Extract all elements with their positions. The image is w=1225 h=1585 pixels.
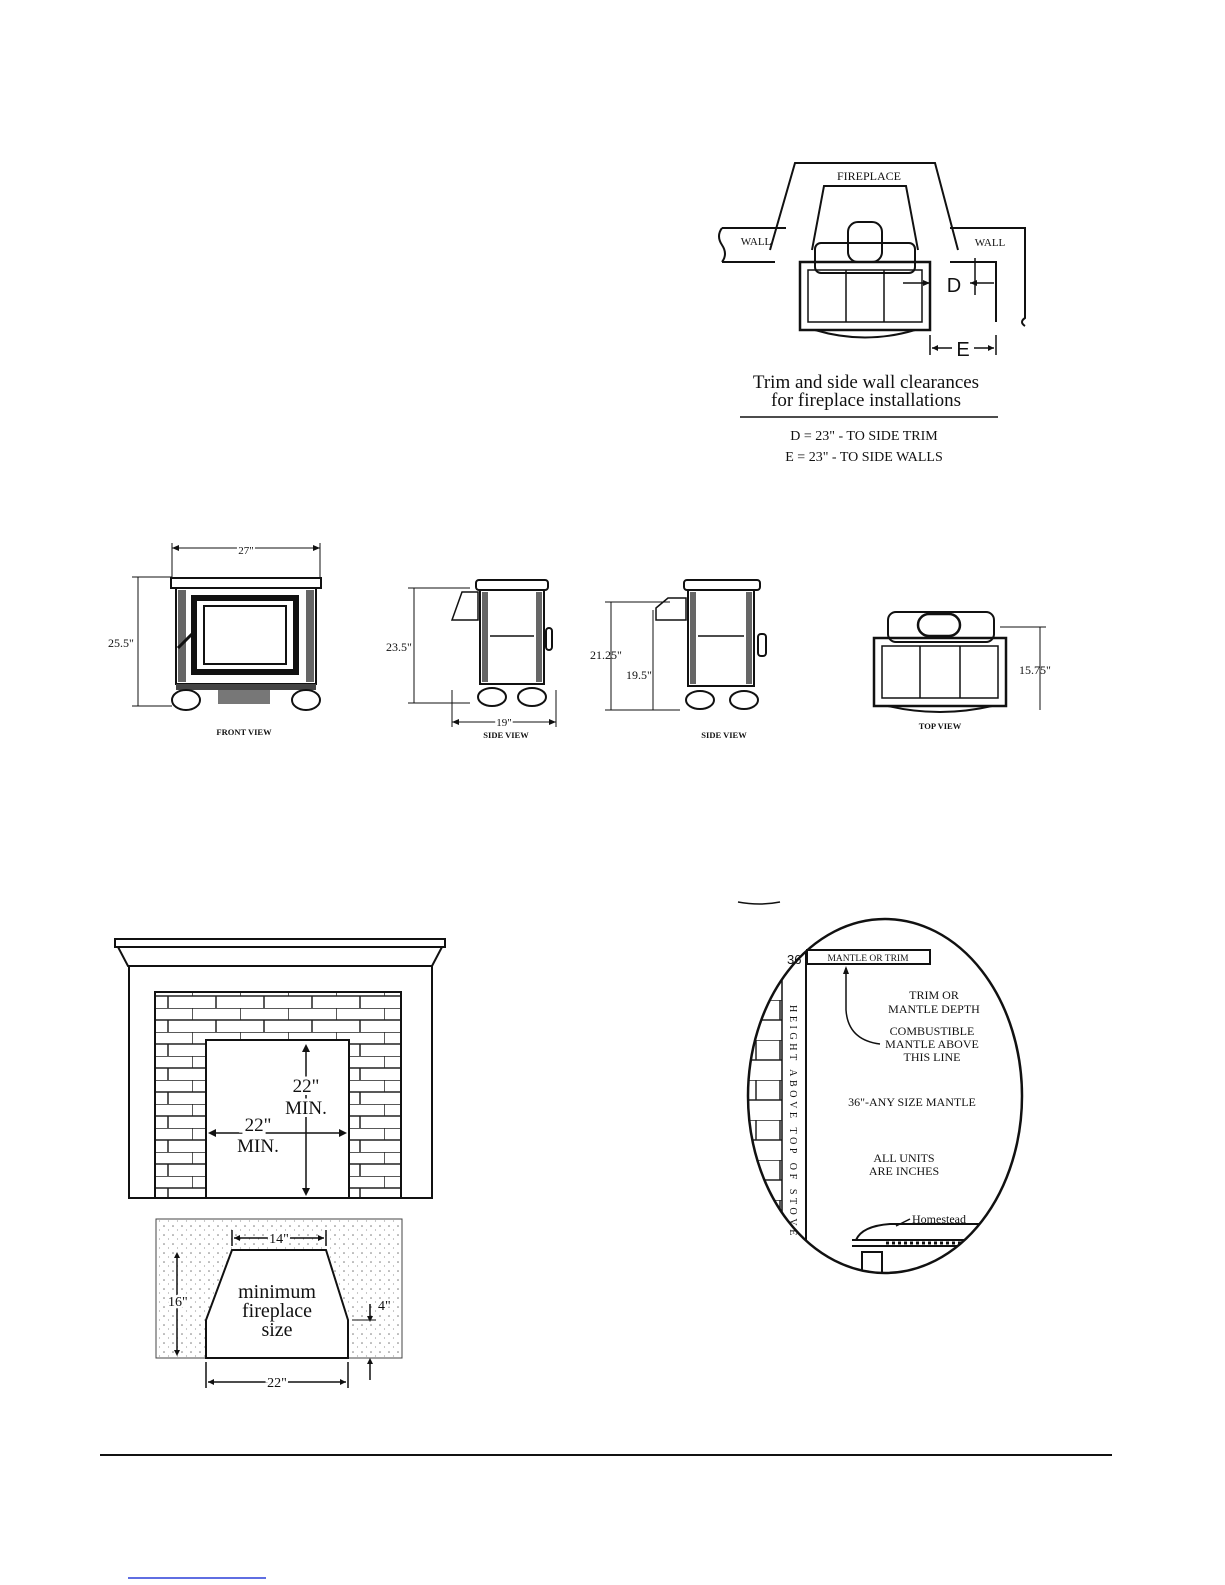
plan-caption-line3: size: [261, 1319, 293, 1341]
front-right-column: [306, 590, 314, 682]
side1-depth-label: 19": [496, 717, 512, 729]
front-ashpan: [218, 690, 270, 704]
fireplace-label: FIREPLACE: [836, 169, 902, 183]
front-width-label: 27": [238, 545, 254, 557]
combustible-leader: [846, 968, 880, 1044]
stove-name: Homestead: [912, 1212, 966, 1226]
mantle-brick-wall: [740, 950, 782, 1280]
top-view: [874, 612, 1051, 731]
combustible-line3: THIS LINE: [903, 1050, 961, 1064]
opening-width-note: MIN.: [237, 1136, 279, 1157]
opening-width-label: 22": [244, 1115, 272, 1136]
front-left-leg: [172, 690, 200, 710]
front-view: [108, 543, 321, 737]
mantle-label: MANTLE OR TRIM: [827, 954, 909, 964]
stove-top-profile: [856, 1224, 1030, 1240]
side1-top: [476, 580, 548, 590]
plan-top-width-label: 14": [269, 1232, 289, 1247]
wall-right-label: WALL: [974, 237, 1006, 249]
corner-mark: [738, 902, 780, 904]
stove-front-inner: [808, 270, 922, 322]
wall-left-label: WALL: [740, 236, 772, 248]
front-left-column: [178, 590, 186, 682]
combustible-line1: COMBUSTIBLE: [889, 1024, 975, 1038]
stove-top-body: [815, 243, 915, 273]
trim-depth-line1: TRIM OR: [909, 988, 959, 1002]
height-vertical-label: HEIGHT ABOVE TOP OF STOVE: [787, 1005, 798, 1239]
top-depth-label: 15.75": [1019, 663, 1051, 677]
side1-height-label: 23.5": [386, 640, 412, 654]
plan-depth-label: 16": [168, 1295, 188, 1310]
clearance-diagram: [719, 163, 1025, 465]
firebox-opening: [206, 1040, 349, 1198]
fireplace-plan-diagram: [156, 1219, 402, 1391]
d-dimension-label: D: [946, 275, 962, 297]
side2-body: [688, 590, 754, 686]
mantle-number: 36: [787, 952, 802, 967]
units-line2: ARE INCHES: [868, 1164, 940, 1178]
e-value: E = 23" - TO SIDE WALLS: [785, 450, 943, 465]
plan-side-label: 4": [378, 1299, 391, 1314]
units-line1: ALL UNITS: [873, 1151, 935, 1165]
mantle-shelf: [115, 939, 445, 947]
clearance-caption-line1: Trim and side wall clearances: [752, 372, 980, 393]
e-dimension-label: E: [956, 339, 970, 361]
fireplace-front-diagram: [115, 939, 445, 1198]
side2-height-inner-label: 19.5": [626, 668, 652, 682]
front-top: [171, 578, 321, 588]
side-view-1: [386, 580, 556, 740]
side2-view-label: SIDE VIEW: [701, 730, 747, 740]
side1-handle: [546, 628, 552, 650]
d-value: D = 23" - TO SIDE TRIM: [790, 429, 938, 444]
top-view-front: [874, 638, 1006, 706]
front-height-label: 25.5": [108, 636, 134, 650]
mantle-molding: [118, 947, 442, 966]
opening-height-note: MIN.: [285, 1098, 327, 1119]
top-view-flue: [918, 614, 960, 636]
clearance-caption-line2: for fireplace installations: [771, 390, 961, 411]
side1-body: [480, 590, 544, 684]
combustible-line2: MANTLE ABOVE: [885, 1037, 979, 1051]
side2-top: [684, 580, 760, 590]
front-right-leg: [292, 690, 320, 710]
any-size-mantle: 36"-ANY SIZE MANTLE: [848, 1095, 976, 1109]
front-view-label: FRONT VIEW: [216, 727, 272, 737]
side2-height-outer-label: 21.25": [590, 648, 622, 662]
mantle-detail: [738, 902, 1030, 1282]
plan-caption-line2: fireplace: [242, 1300, 312, 1322]
fireplace-inner-outline: [812, 186, 918, 250]
top-view-label: TOP VIEW: [918, 721, 962, 731]
side-view-2: [590, 580, 766, 740]
trim-depth-line2: MANTLE DEPTH: [888, 1002, 980, 1016]
side2-handle: [758, 634, 766, 656]
plan-caption-line1: minimum: [238, 1281, 316, 1303]
side1-view-label: SIDE VIEW: [483, 730, 529, 740]
opening-height-label: 22": [292, 1076, 320, 1097]
plan-bottom-width-label: 22": [267, 1376, 287, 1391]
